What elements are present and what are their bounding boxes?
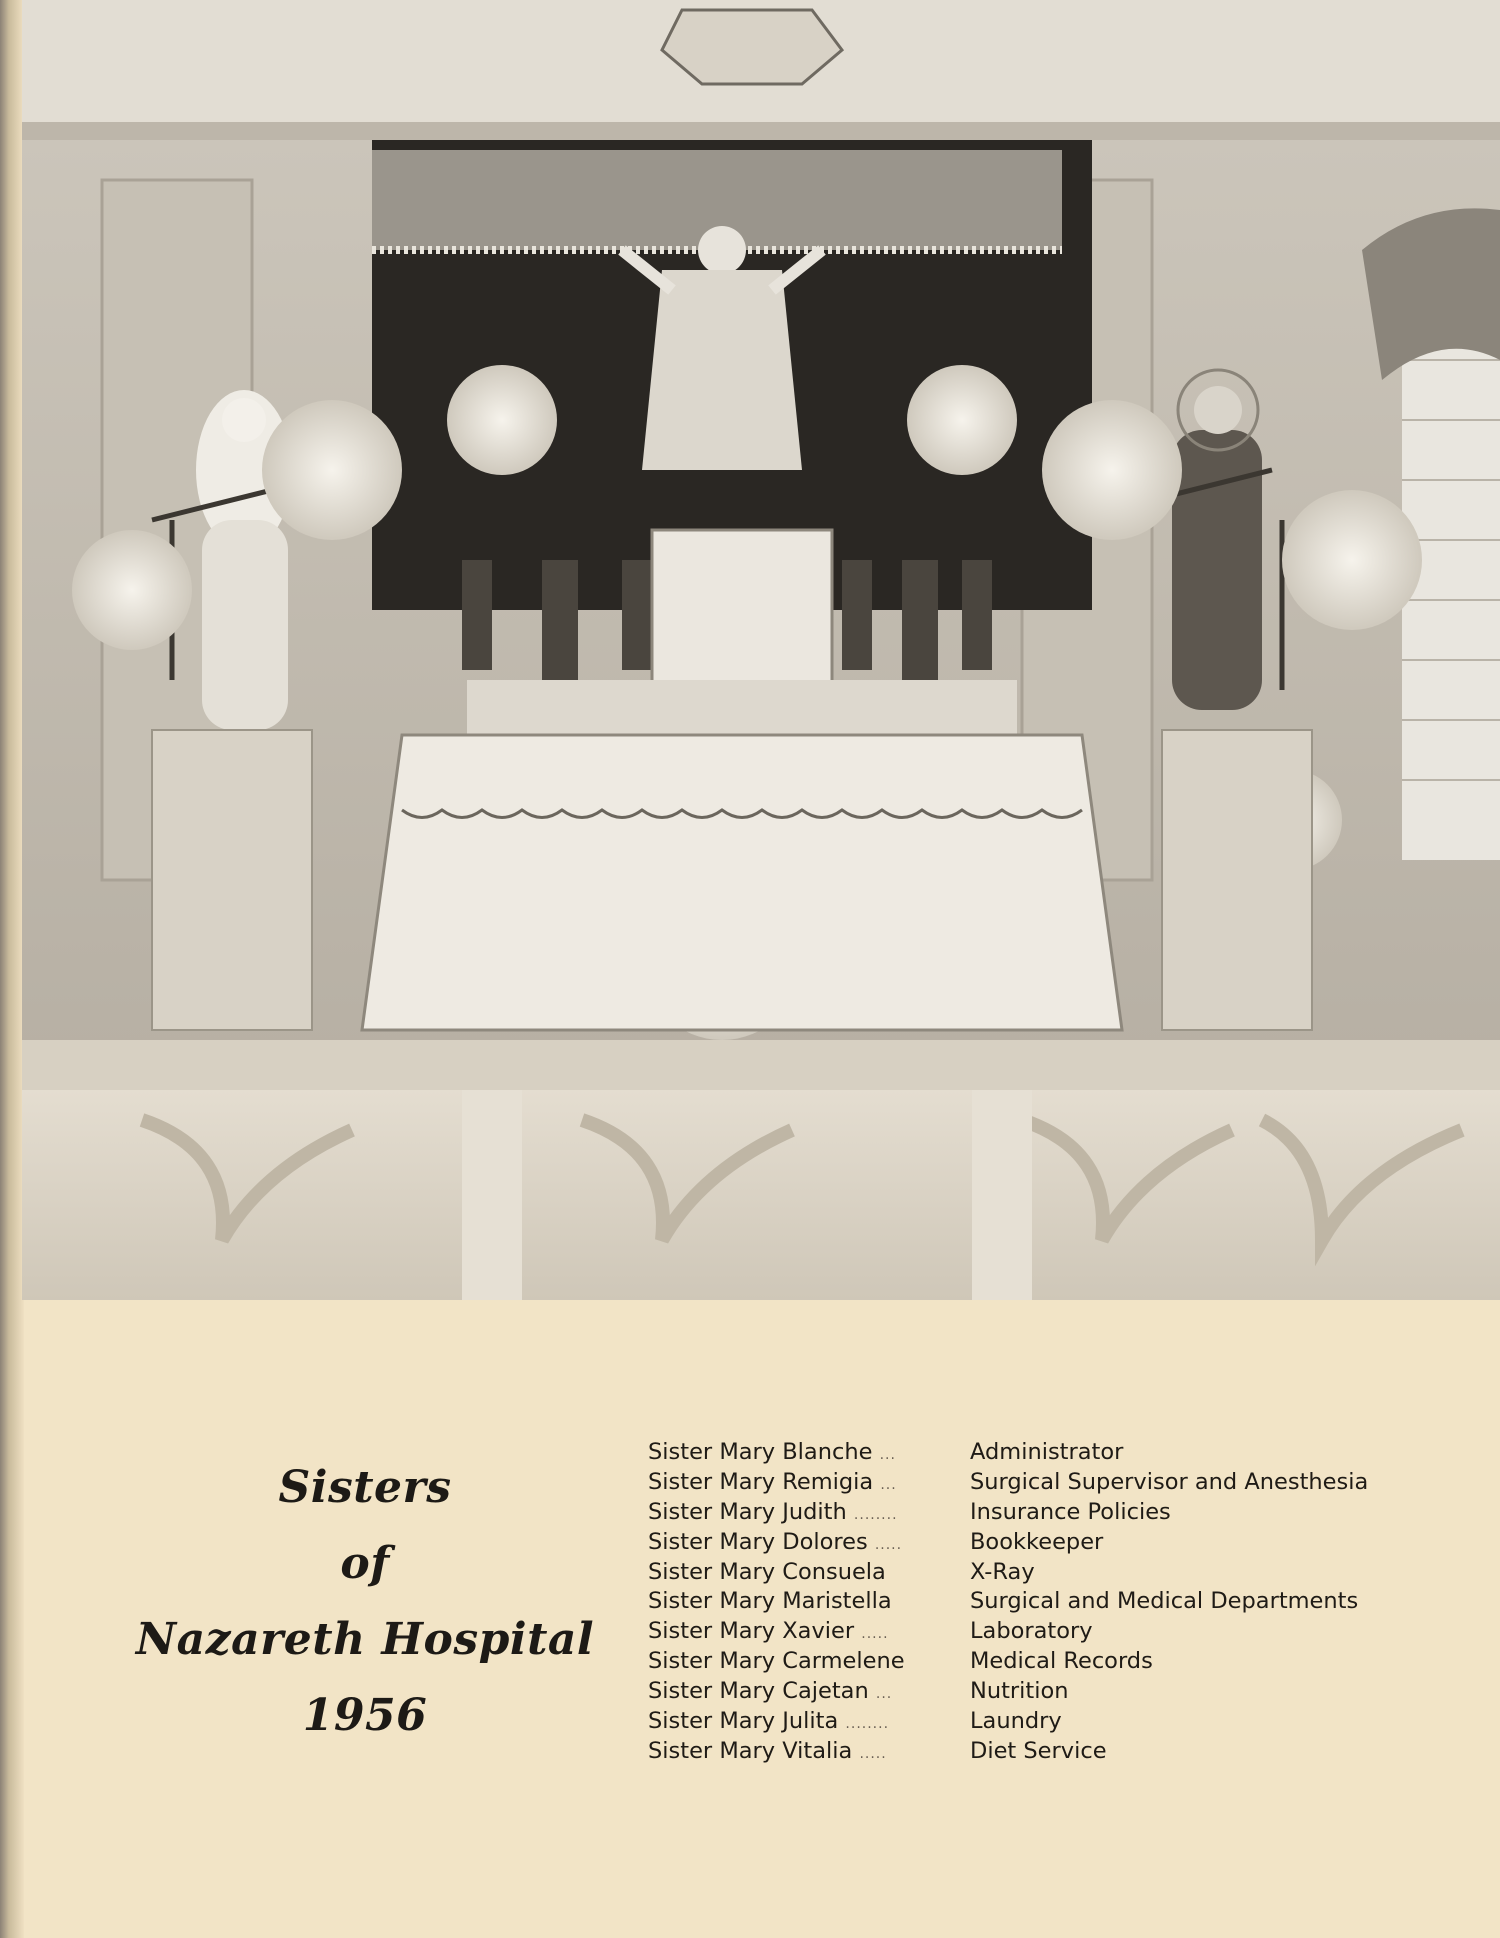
sister-duty: Laundry [970,1708,1062,1735]
sister-name: Sister Mary Cajetan ... [648,1678,893,1705]
sister-duty: Nutrition [970,1678,1069,1705]
sister-name: Sister Mary Julita ........ [648,1708,890,1735]
roster-row [648,1468,1408,1498]
sister-name: Sister Mary Remigia ... [648,1468,897,1495]
roster-row [648,1737,1408,1767]
sister-duty: Insurance Policies [970,1498,1171,1525]
sister-name: Sister Mary Dolores ..... [648,1528,903,1555]
sister-duty: Diet Service [970,1737,1107,1764]
sister-duty: Laboratory [970,1618,1093,1645]
roster-row [648,1677,1408,1707]
sister-duty: X-Ray [970,1558,1035,1585]
sister-duty: Medical Records [970,1648,1153,1675]
caption-title [130,1450,600,1754]
sister-duty: Administrator [970,1439,1124,1465]
sister-name: Sister Mary Xavier ..... [648,1618,889,1645]
sister-duty: Bookkeeper [970,1528,1104,1555]
sister-name: Sister Mary Maristella [648,1588,892,1615]
sister-name: Sister Mary Vitalia ..... [648,1737,887,1764]
caption-line-hospital: Nazareth Hospital [135,1614,595,1665]
roster-row [648,1558,1408,1588]
roster-row [648,1707,1408,1737]
sister-name: Sister Mary Blanche ... [648,1439,896,1465]
altar-photograph [22,0,1500,1300]
sister-name: Sister Mary Judith ........ [648,1498,898,1525]
caption-year: 1956 [302,1690,428,1741]
roster-row [648,1438,1408,1468]
sister-name: Sister Mary Consuela [648,1558,886,1585]
caption-line-of: of [340,1538,390,1589]
sister-duty: Surgical Supervisor and Anesthesia [970,1468,1369,1495]
roster-row [648,1587,1408,1617]
roster-row [648,1617,1408,1647]
roster-row [648,1528,1408,1558]
page-binding-edge [0,0,24,1938]
sister-name: Sister Mary Carmelene [648,1648,905,1675]
sisters-roster [648,1438,1408,1767]
caption-line-sisters: Sisters [278,1462,452,1513]
roster-row [648,1498,1408,1528]
sister-duty: Surgical and Medical Departments [970,1588,1359,1615]
roster-row [648,1647,1408,1677]
